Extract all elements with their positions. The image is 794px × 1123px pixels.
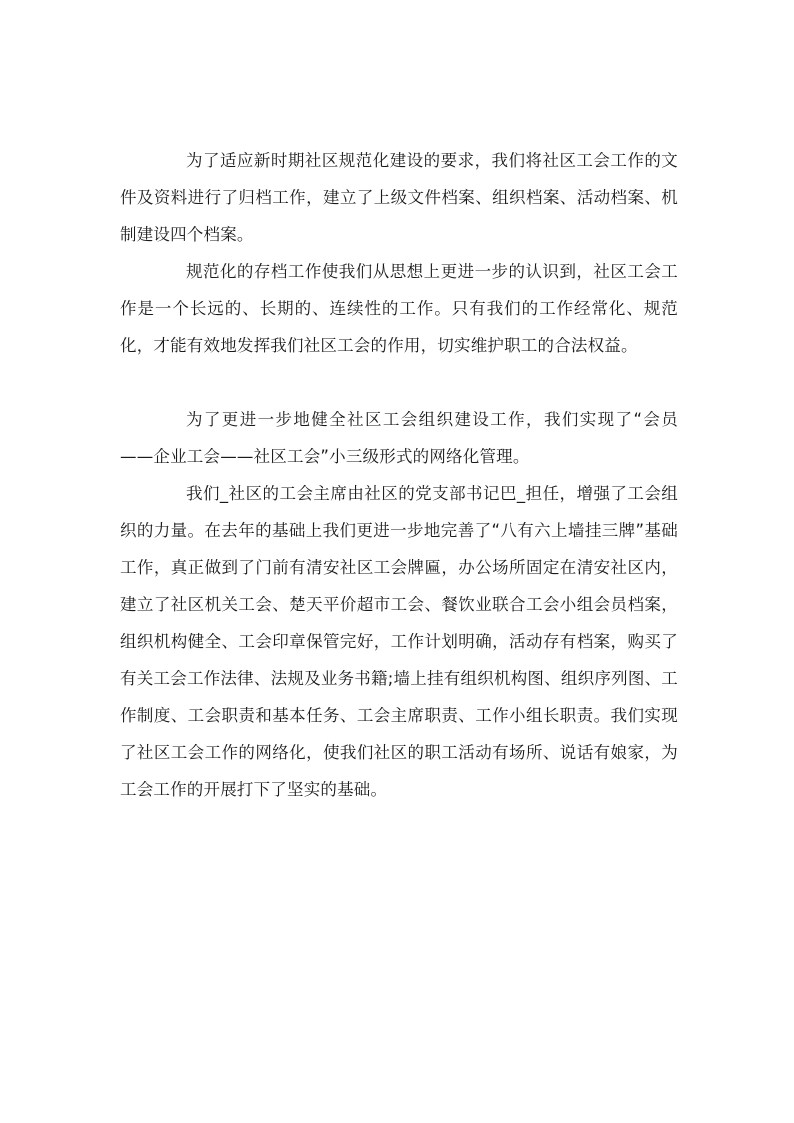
paragraph-gap: [120, 364, 678, 401]
document-body: [120, 142, 678, 808]
paragraph-union-organization: 我们_社区的工会主席由社区的党支部书记巴_担任，增强了工会组织的力量。在去年的基础上我们更进一步地完善了“八有六上墙挂三牌”基础工作，真正做到了门前有清安社区工会牌匾，办公场所固定在清安社区内，建立了社区机关工会、楚天平价超市工会、餐饮业联合工会小组会员档案，组织机构健全、工会印章保管完好，工作计划明确，活动存有档案，购买了有关工会工作法律、法规及业务书籍;墙上挂有组织机构图、组织序列图、工作制度、工会职责和基本任务、工会主席职责、工作小组长职责。我们实现了社区工会工作的网络化，使我们社区的职工活动有场所、说话有娘家，为工会工作的开展打下了坚实的基础。: [120, 484, 678, 799]
paragraph-archive-work: 为了适应新时期社区规范化建设的要求，我们将社区工会工作的文件及资料进行了归档工作，建立了上级文件档案、组织档案、活动档案、机制建设四个档案。: [120, 151, 678, 244]
paragraph-network-management: 为了更进一步地健全社区工会组织建设工作，我们实现了“会员——企业工会——社区工会”小三级形式的网络化管理。: [120, 410, 678, 466]
paragraph-standardization: 规范化的存档工作使我们从思想上更进一步的认识到，社区工会工作是一个长远的、长期的、连续性的工作。只有我们的工作经常化、规范化，才能有效地发挥我们社区工会的作用，切实维护职工的合法权益。: [120, 262, 678, 355]
